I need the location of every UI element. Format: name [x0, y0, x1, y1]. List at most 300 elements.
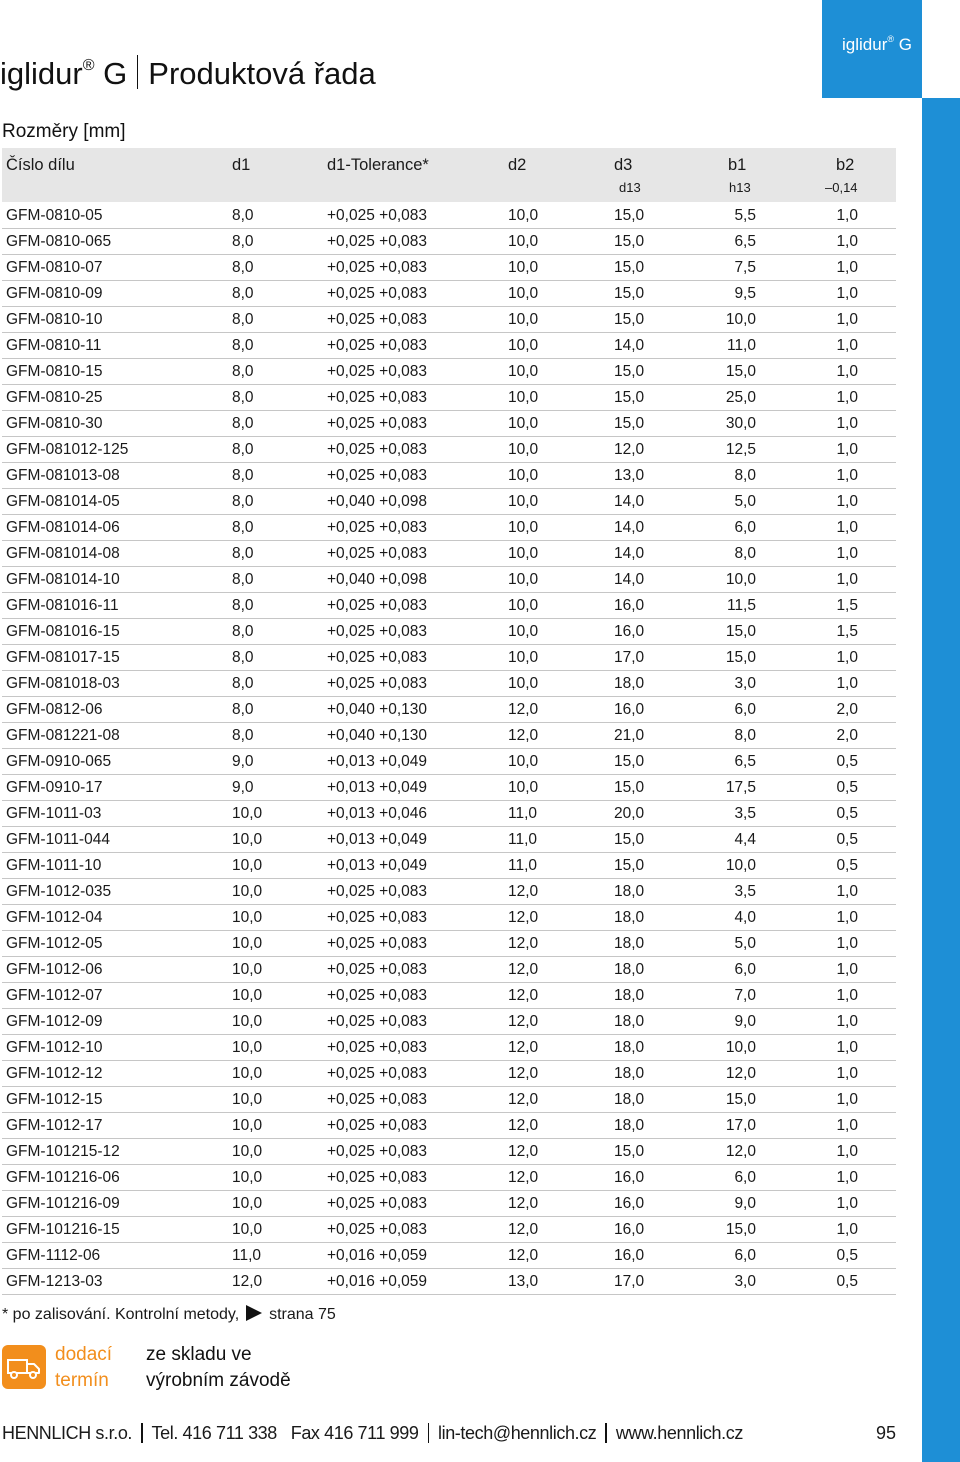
b2-cell: 1,0 — [836, 441, 858, 458]
d2-cell: 12,0 — [508, 1065, 539, 1082]
b2-cell: 1,0 — [836, 1195, 858, 1212]
column-header-d3: d3 — [614, 156, 633, 174]
part-number-cell: GFM-101216-06 — [6, 1169, 120, 1186]
d2-cell: 12,0 — [508, 1221, 539, 1238]
b2-cell: 1,0 — [836, 1039, 858, 1056]
b2-cell: 1,0 — [836, 571, 858, 588]
part-number-cell: GFM-0810-065 — [6, 233, 112, 250]
b1-cell: 15,0 — [725, 649, 756, 666]
b1-cell: 11,0 — [726, 337, 756, 354]
d1-tolerance-cell: +0,025 +0,083 — [327, 1221, 427, 1238]
b2-cell: 1,0 — [836, 545, 858, 562]
b1-cell: 4,0 — [734, 909, 756, 926]
b1-cell: 30,0 — [725, 415, 756, 432]
part-number-cell: GFM-1012-05 — [6, 935, 103, 952]
side-stripe — [922, 98, 960, 1462]
d1-tolerance-cell: +0,025 +0,083 — [327, 545, 427, 562]
b1-cell: 17,0 — [725, 1117, 756, 1134]
d3-cell: 15,0 — [614, 207, 645, 224]
table-row — [2, 411, 896, 437]
d2-cell: 10,0 — [508, 389, 539, 406]
b1-cell: 4,4 — [734, 831, 756, 848]
table-row — [2, 749, 896, 775]
b1-cell: 10,0 — [725, 1039, 756, 1056]
b2-cell: 1,0 — [836, 909, 858, 926]
footer-website[interactable]: www.hennlich.cz — [615, 1423, 743, 1443]
d3-cell: 16,0 — [614, 1195, 645, 1212]
footer-divider — [141, 1423, 143, 1443]
column-header-d2: d2 — [508, 156, 527, 174]
d3-cell: 15,0 — [614, 311, 645, 328]
brand-tab — [822, 0, 922, 98]
d1-tolerance-cell: +0,016 +0,059 — [327, 1273, 427, 1290]
b2-cell: 0,5 — [836, 1273, 858, 1290]
table-row — [2, 307, 896, 333]
d3-cell: 15,0 — [614, 857, 645, 874]
b1-cell: 15,0 — [725, 623, 756, 640]
d1-tolerance-cell: +0,025 +0,083 — [327, 1143, 427, 1160]
d1-cell: 10,0 — [232, 935, 263, 952]
b2-cell: 0,5 — [836, 831, 858, 848]
part-number-cell: GFM-1012-12 — [6, 1065, 103, 1082]
d2-cell: 12,0 — [508, 987, 539, 1004]
d3-cell: 16,0 — [614, 1169, 645, 1186]
b1-cell: 15,0 — [725, 1221, 756, 1238]
d1-tolerance-cell: +0,025 +0,083 — [327, 623, 427, 640]
b2-cell: 1,5 — [836, 623, 858, 640]
d3-cell: 15,0 — [614, 363, 645, 380]
b1-cell: 12,0 — [725, 1143, 756, 1160]
d3-cell: 18,0 — [614, 1117, 645, 1134]
b1-cell: 8,0 — [734, 727, 756, 744]
d3-cell: 17,0 — [614, 1273, 645, 1290]
d1-cell: 10,0 — [232, 1169, 263, 1186]
part-number-cell: GFM-081014-08 — [6, 545, 120, 562]
b1-cell: 6,0 — [734, 961, 756, 978]
d1-cell: 8,0 — [232, 649, 254, 666]
b1-cell: 3,0 — [734, 675, 756, 692]
d1-cell: 8,0 — [232, 259, 254, 276]
b1-cell: 7,5 — [734, 259, 756, 276]
d2-cell: 12,0 — [508, 1117, 539, 1134]
d1-cell: 10,0 — [232, 1143, 263, 1160]
part-number-cell: GFM-1011-10 — [6, 857, 102, 874]
table-row — [2, 255, 896, 281]
d1-cell: 10,0 — [232, 1013, 263, 1030]
d2-cell: 12,0 — [508, 1143, 539, 1160]
subheader-d3-tolerance: d13 — [619, 180, 641, 195]
b1-cell: 6,0 — [734, 701, 756, 718]
d2-cell: 11,0 — [508, 831, 538, 848]
d1-tolerance-cell: +0,040 +0,098 — [327, 493, 427, 510]
table-row — [2, 1113, 896, 1139]
d2-cell: 12,0 — [508, 883, 539, 900]
d1-tolerance-cell: +0,025 +0,083 — [327, 1039, 427, 1056]
part-number-cell: GFM-081016-11 — [6, 597, 119, 614]
d1-tolerance-cell: +0,025 +0,083 — [327, 987, 427, 1004]
d2-cell: 10,0 — [508, 337, 539, 354]
part-number-cell: GFM-0810-30 — [6, 415, 103, 432]
d1-tolerance-cell: +0,040 +0,130 — [327, 701, 427, 718]
d3-cell: 18,0 — [614, 1039, 645, 1056]
b1-cell: 10,0 — [725, 571, 756, 588]
d1-cell: 8,0 — [232, 233, 254, 250]
d1-cell: 8,0 — [232, 389, 254, 406]
d1-tolerance-cell: +0,025 +0,083 — [327, 1065, 427, 1082]
d3-cell: 16,0 — [614, 597, 645, 614]
brand-tab-label: iglidur® G — [842, 34, 912, 54]
column-header-b2: b2 — [836, 156, 855, 174]
table-row — [2, 697, 896, 723]
d1-cell: 9,0 — [232, 779, 254, 796]
part-number-cell: GFM-081017-15 — [6, 649, 120, 666]
d2-cell: 12,0 — [508, 961, 539, 978]
b2-cell: 2,0 — [836, 701, 858, 718]
section-heading: Rozměry [mm] — [2, 121, 126, 142]
d3-cell: 18,0 — [614, 1091, 645, 1108]
d1-tolerance-cell: +0,025 +0,083 — [327, 519, 427, 536]
d1-cell: 10,0 — [232, 1221, 263, 1238]
b2-cell: 1,0 — [836, 1065, 858, 1082]
d1-cell: 11,0 — [232, 1247, 262, 1264]
table-row — [2, 541, 896, 567]
b1-cell: 15,0 — [725, 1091, 756, 1108]
d1-cell: 8,0 — [232, 467, 254, 484]
d1-tolerance-cell: +0,025 +0,083 — [327, 259, 427, 276]
b1-cell: 8,0 — [734, 467, 756, 484]
part-number-cell: GFM-1213-03 — [6, 1273, 103, 1290]
table-row — [2, 203, 896, 229]
d3-cell: 16,0 — [614, 1221, 645, 1238]
table-row — [2, 1243, 896, 1269]
part-number-cell: GFM-0812-06 — [6, 701, 103, 718]
column-header-b1: b1 — [728, 156, 747, 174]
footer-divider — [605, 1423, 607, 1443]
d1-tolerance-cell: +0,013 +0,049 — [327, 831, 427, 848]
part-number-cell: GFM-1012-04 — [6, 909, 103, 926]
b1-cell: 6,5 — [734, 753, 756, 770]
d2-cell: 10,0 — [508, 233, 539, 250]
part-number-cell: GFM-081221-08 — [6, 727, 120, 744]
d3-cell: 18,0 — [614, 1065, 645, 1082]
footnote: * po zalisování. Kontrolní metody, strana 75 — [2, 1306, 336, 1323]
d2-cell: 10,0 — [508, 311, 539, 328]
d1-tolerance-cell: +0,016 +0,059 — [327, 1247, 427, 1264]
d2-cell: 10,0 — [508, 623, 539, 640]
d2-cell: 10,0 — [508, 545, 539, 562]
b1-cell: 5,5 — [734, 207, 756, 224]
b1-cell: 6,5 — [734, 233, 756, 250]
page-number: 95 — [875, 1423, 896, 1443]
d1-tolerance-cell: +0,025 +0,083 — [327, 961, 427, 978]
d2-cell: 12,0 — [508, 1091, 539, 1108]
footer — [2, 1420, 896, 1446]
part-number-cell: GFM-1012-06 — [6, 961, 103, 978]
b1-cell: 3,5 — [734, 805, 756, 822]
d1-tolerance-cell: +0,025 +0,083 — [327, 207, 427, 224]
d3-cell: 18,0 — [614, 935, 645, 952]
table-row — [2, 1217, 896, 1243]
part-number-cell: GFM-0810-10 — [6, 311, 103, 328]
b1-cell: 10,0 — [725, 311, 756, 328]
b2-cell: 1,0 — [836, 259, 858, 276]
b2-cell: 1,0 — [836, 207, 858, 224]
d1-cell: 8,0 — [232, 701, 254, 718]
b1-cell: 12,0 — [725, 1065, 756, 1082]
d2-cell: 11,0 — [508, 805, 538, 822]
table-row — [2, 333, 896, 359]
b2-cell: 0,5 — [836, 1247, 858, 1264]
table-row — [2, 359, 896, 385]
table-row — [2, 1061, 896, 1087]
d3-cell: 16,0 — [614, 1247, 645, 1264]
d1-tolerance-cell: +0,025 +0,083 — [327, 883, 427, 900]
d1-tolerance-cell: +0,040 +0,130 — [327, 727, 427, 744]
d1-tolerance-cell: +0,025 +0,083 — [327, 363, 427, 380]
table-row — [2, 229, 896, 255]
subheader-b2-tolerance: –0,14 — [825, 180, 858, 195]
b2-cell: 1,0 — [836, 467, 858, 484]
d2-cell: 12,0 — [508, 909, 539, 926]
d1-tolerance-cell: +0,025 +0,083 — [327, 285, 427, 302]
d1-tolerance-cell: +0,025 +0,083 — [327, 441, 427, 458]
b1-cell: 9,5 — [734, 285, 756, 302]
table-row — [2, 801, 896, 827]
part-number-cell: GFM-081012-125 — [6, 441, 129, 458]
d3-cell: 15,0 — [614, 285, 645, 302]
part-number-cell: GFM-081016-15 — [6, 623, 120, 640]
d2-cell: 10,0 — [508, 571, 539, 588]
part-number-cell: GFM-1012-15 — [6, 1091, 103, 1108]
table-header — [2, 148, 896, 202]
b2-cell: 1,0 — [836, 1143, 858, 1160]
d1-cell: 10,0 — [232, 1117, 263, 1134]
table-row — [2, 1087, 896, 1113]
b2-cell: 1,0 — [836, 649, 858, 666]
d3-cell: 20,0 — [614, 805, 645, 822]
d2-cell: 10,0 — [508, 753, 539, 770]
d1-tolerance-cell: +0,013 +0,049 — [327, 857, 427, 874]
d1-tolerance-cell: +0,025 +0,083 — [327, 1091, 427, 1108]
b2-cell: 1,0 — [836, 363, 858, 380]
b1-cell: 6,0 — [734, 1169, 756, 1186]
d2-cell: 10,0 — [508, 675, 539, 692]
b2-cell: 1,0 — [836, 1169, 858, 1186]
table-row — [2, 567, 896, 593]
b2-cell: 2,0 — [836, 727, 858, 744]
d1-tolerance-cell: +0,025 +0,083 — [327, 233, 427, 250]
b1-cell: 17,5 — [725, 779, 756, 796]
part-number-cell: GFM-1012-10 — [6, 1039, 103, 1056]
d1-cell: 8,0 — [232, 337, 254, 354]
part-number-cell: GFM-0810-11 — [6, 337, 102, 354]
table-row — [2, 931, 896, 957]
d1-cell: 8,0 — [232, 207, 254, 224]
b1-cell: 7,0 — [734, 987, 756, 1004]
d2-cell: 10,0 — [508, 467, 539, 484]
b2-cell: 1,0 — [836, 493, 858, 510]
part-number-cell: GFM-081013-08 — [6, 467, 120, 484]
b2-cell: 1,0 — [836, 1117, 858, 1134]
d1-cell: 8,0 — [232, 441, 254, 458]
d1-tolerance-cell: +0,025 +0,083 — [327, 1013, 427, 1030]
table-row — [2, 671, 896, 697]
d3-cell: 13,0 — [614, 467, 645, 484]
table-row — [2, 645, 896, 671]
table-row — [2, 1165, 896, 1191]
d1-tolerance-cell: +0,025 +0,083 — [327, 337, 427, 354]
d2-cell: 10,0 — [508, 493, 539, 510]
d2-cell: 12,0 — [508, 727, 539, 744]
part-number-cell: GFM-101216-15 — [6, 1221, 120, 1238]
footer-fax: Fax 416 711 999 — [290, 1423, 419, 1443]
delivery-label: dodací termín — [55, 1344, 113, 1391]
part-number-cell: GFM-101216-09 — [6, 1195, 120, 1212]
d1-cell: 8,0 — [232, 545, 254, 562]
arrow-right-icon — [246, 1305, 262, 1321]
delivery-value: ze skladu ve výrobním závodě — [146, 1344, 291, 1391]
d2-cell: 10,0 — [508, 259, 539, 276]
b2-cell: 1,0 — [836, 935, 858, 952]
d1-tolerance-cell: +0,025 +0,083 — [327, 649, 427, 666]
part-number-cell: GFM-0910-065 — [6, 753, 112, 770]
part-number-cell: GFM-1011-044 — [6, 831, 110, 848]
b2-cell: 1,0 — [836, 987, 858, 1004]
d1-cell: 10,0 — [232, 831, 263, 848]
table-row — [2, 515, 896, 541]
d1-cell: 12,0 — [232, 1273, 263, 1290]
footer-email[interactable]: lin-tech@hennlich.cz — [438, 1423, 597, 1443]
part-number-cell: GFM-1012-07 — [6, 987, 103, 1004]
part-number-cell: GFM-0810-07 — [6, 259, 103, 276]
d3-cell: 21,0 — [614, 727, 645, 744]
footer-phone: Tel. 416 711 338 — [151, 1423, 277, 1443]
table-row — [2, 957, 896, 983]
d2-cell: 10,0 — [508, 363, 539, 380]
d2-cell: 13,0 — [508, 1273, 539, 1290]
b1-cell: 6,0 — [734, 1247, 756, 1264]
d3-cell: 18,0 — [614, 883, 645, 900]
d1-cell: 10,0 — [232, 1039, 263, 1056]
b2-cell: 1,0 — [836, 675, 858, 692]
d2-cell: 10,0 — [508, 285, 539, 302]
part-number-cell: GFM-081014-10 — [6, 571, 120, 588]
b1-cell: 8,0 — [734, 545, 756, 562]
b1-cell: 3,5 — [734, 883, 756, 900]
b2-cell: 1,0 — [836, 1091, 858, 1108]
d3-cell: 14,0 — [614, 493, 645, 510]
d1-cell: 8,0 — [232, 623, 254, 640]
d1-tolerance-cell: +0,025 +0,083 — [327, 1117, 427, 1134]
d3-cell: 12,0 — [614, 441, 645, 458]
part-number-cell: GFM-1012-035 — [6, 883, 112, 900]
d3-cell: 15,0 — [614, 389, 645, 406]
d3-cell: 14,0 — [614, 337, 645, 354]
b1-cell: 9,0 — [734, 1013, 756, 1030]
b1-cell: 11,5 — [726, 597, 756, 614]
footer-divider — [428, 1423, 430, 1443]
part-number-cell: GFM-081018-03 — [6, 675, 120, 692]
table-row — [2, 1269, 896, 1295]
table-row — [2, 775, 896, 801]
table-row — [2, 385, 896, 411]
column-header-d1-tolerance: d1-Tolerance* — [327, 156, 429, 174]
table-row — [2, 463, 896, 489]
d3-cell: 16,0 — [614, 623, 645, 640]
part-number-cell: GFM-0910-17 — [6, 779, 103, 796]
footer-company: HENNLICH s.r.o. — [2, 1423, 133, 1443]
b2-cell: 1,0 — [836, 883, 858, 900]
part-number-cell: GFM-0810-15 — [6, 363, 103, 380]
part-number-cell: GFM-0810-25 — [6, 389, 103, 406]
table-row — [2, 1139, 896, 1165]
d1-cell: 8,0 — [232, 597, 254, 614]
b2-cell: 1,0 — [836, 1221, 858, 1238]
d1-cell: 8,0 — [232, 727, 254, 744]
d2-cell: 12,0 — [508, 701, 539, 718]
d2-cell: 12,0 — [508, 1195, 539, 1212]
d2-cell: 10,0 — [508, 779, 539, 796]
d1-cell: 8,0 — [232, 285, 254, 302]
d3-cell: 14,0 — [614, 519, 645, 536]
d3-cell: 14,0 — [614, 571, 645, 588]
part-number-cell: GFM-081014-05 — [6, 493, 120, 510]
b2-cell: 0,5 — [836, 857, 858, 874]
b1-cell: 5,0 — [734, 493, 756, 510]
table-row — [2, 905, 896, 931]
table-row — [2, 489, 896, 515]
d1-cell: 8,0 — [232, 415, 254, 432]
d2-cell: 10,0 — [508, 207, 539, 224]
part-number-cell: GFM-0810-05 — [6, 207, 103, 224]
d2-cell: 12,0 — [508, 1039, 539, 1056]
part-number-cell: GFM-0810-09 — [6, 285, 103, 302]
d1-tolerance-cell: +0,013 +0,049 — [327, 779, 427, 796]
b1-cell: 9,0 — [734, 1195, 756, 1212]
d2-cell: 12,0 — [508, 1247, 539, 1264]
d1-tolerance-cell: +0,025 +0,083 — [327, 909, 427, 926]
d1-tolerance-cell: +0,025 +0,083 — [327, 597, 427, 614]
b2-cell: 1,0 — [836, 389, 858, 406]
d3-cell: 18,0 — [614, 987, 645, 1004]
table-row — [2, 827, 896, 853]
d1-cell: 9,0 — [232, 753, 254, 770]
d2-cell: 10,0 — [508, 441, 539, 458]
d1-tolerance-cell: +0,025 +0,083 — [327, 1169, 427, 1186]
part-number-cell: GFM-1011-03 — [6, 805, 102, 822]
page-title: iglidur® G Produktová řada — [0, 56, 376, 91]
d1-cell: 8,0 — [232, 493, 254, 510]
d1-tolerance-cell: +0,013 +0,049 — [327, 753, 427, 770]
d1-cell: 8,0 — [232, 675, 254, 692]
d1-tolerance-cell: +0,025 +0,083 — [327, 311, 427, 328]
column-header-d1: d1 — [232, 156, 251, 174]
b2-cell: 0,5 — [836, 805, 858, 822]
b2-cell: 0,5 — [836, 779, 858, 796]
b2-cell: 1,0 — [836, 961, 858, 978]
delivery-truck-icon — [2, 1345, 46, 1389]
d2-cell: 10,0 — [508, 415, 539, 432]
d1-cell: 8,0 — [232, 519, 254, 536]
b1-cell: 15,0 — [725, 363, 756, 380]
d1-cell: 10,0 — [232, 987, 263, 1004]
d3-cell: 18,0 — [614, 961, 645, 978]
b1-cell: 6,0 — [734, 519, 756, 536]
d1-cell: 10,0 — [232, 961, 263, 978]
b2-cell: 1,5 — [836, 597, 858, 614]
d3-cell: 18,0 — [614, 909, 645, 926]
b1-cell: 12,5 — [725, 441, 756, 458]
